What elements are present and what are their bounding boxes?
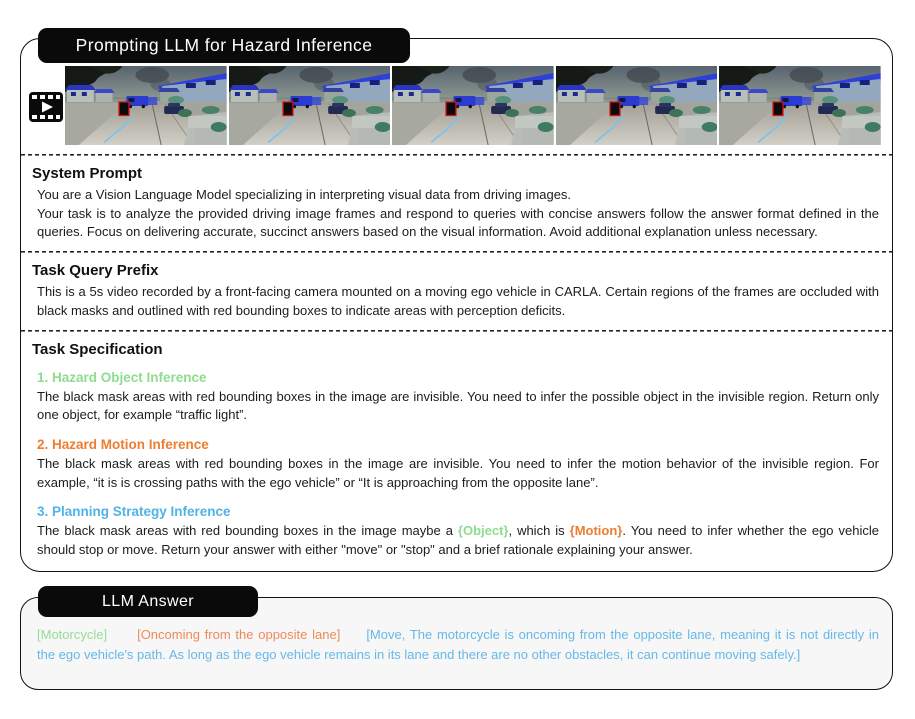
task-query-prefix-section (21, 253, 892, 320)
task-1-hazard-object (32, 370, 881, 425)
prompt-panel (20, 38, 893, 572)
task-2-hazard-motion (32, 437, 881, 492)
driving-frame-3 (392, 66, 554, 145)
object-placeholder-token: {Object} (457, 523, 509, 539)
task-specification-heading: Task Specification (32, 340, 163, 358)
system-prompt-section (21, 156, 892, 242)
figure-title-badge (38, 28, 410, 63)
task-3-planning-strategy (32, 504, 881, 559)
object-answer: [Motorcycle] (37, 627, 108, 642)
task-2-body: The black mask areas with red bounding boxes in the image are invisible. You need to infer the motion behavior of the invisible region. For example, “it is is crossing paths with the ego vehicle” or “It is approaching from the opposite lane”. (37, 456, 879, 490)
motion-placeholder-token: {Motion} (569, 523, 623, 539)
task-query-prefix-body: This is a 5s video recorded by a front-facing camera mounted on a moving ego vehicle in CARLA. Certain regions of the frames are occluded with black masks and outlined with red bounding boxes to indicate areas with perception deficits. (37, 284, 879, 318)
task-2-title: 2. Hazard Motion Inference (37, 437, 209, 453)
task-specification-section (21, 332, 892, 560)
task-3-body: The black mask areas with red bounding boxes in the image maybe a {Object}, which is {Motion}. You need to infer whether the ego vehicle should stop or move. Return your answer with either "move" or "stop" and a brief rationale explaining your answer. (37, 523, 879, 558)
llm-answer-badge (38, 586, 258, 617)
task-1-body: The black mask areas with red bounding boxes in the image are invisible. You need to infer the possible object in the invisible region. Return only one object, for example “traffic light”. (37, 388, 879, 423)
system-prompt-line2: Your task is to analyze the provided driving image frames and respond to queries with concise answers follow the answer format defined in the queries. Focus on delivering accurate, succinct answers based on the visual information. Avoid additional explanation unless necessary. (37, 205, 879, 240)
figure-title: Prompting LLM for Hazard Inference (75, 35, 373, 55)
driving-frame-1 (65, 66, 227, 145)
task-3-title: 3. Planning Strategy Inference (37, 504, 231, 520)
plan-answer: [Move, The motorcycle is oncoming from the opposite lane, meaning it is not directly in the ego vehicle's path. As long as the ego vehicle remains in its lane and there are no other obstacles, it can continue moving safely.] (37, 627, 879, 662)
task-query-prefix-heading: Task Query Prefix (32, 262, 159, 280)
motion-answer: [Oncoming from the opposite lane] (137, 627, 341, 642)
video-frames-row (65, 66, 881, 145)
driving-frame-4 (556, 66, 718, 145)
driving-frame-2 (229, 66, 391, 145)
llm-answer-heading: LLM Answer (101, 592, 195, 610)
driving-frame-5 (719, 66, 881, 145)
system-prompt-line1: You are a Vision Language Model specializing in interpreting visual data from driving images. (37, 187, 572, 202)
system-prompt-heading: System Prompt (32, 165, 143, 182)
task-1-title: 1. Hazard Object Inference (37, 369, 207, 385)
film-play-icon (29, 92, 63, 122)
